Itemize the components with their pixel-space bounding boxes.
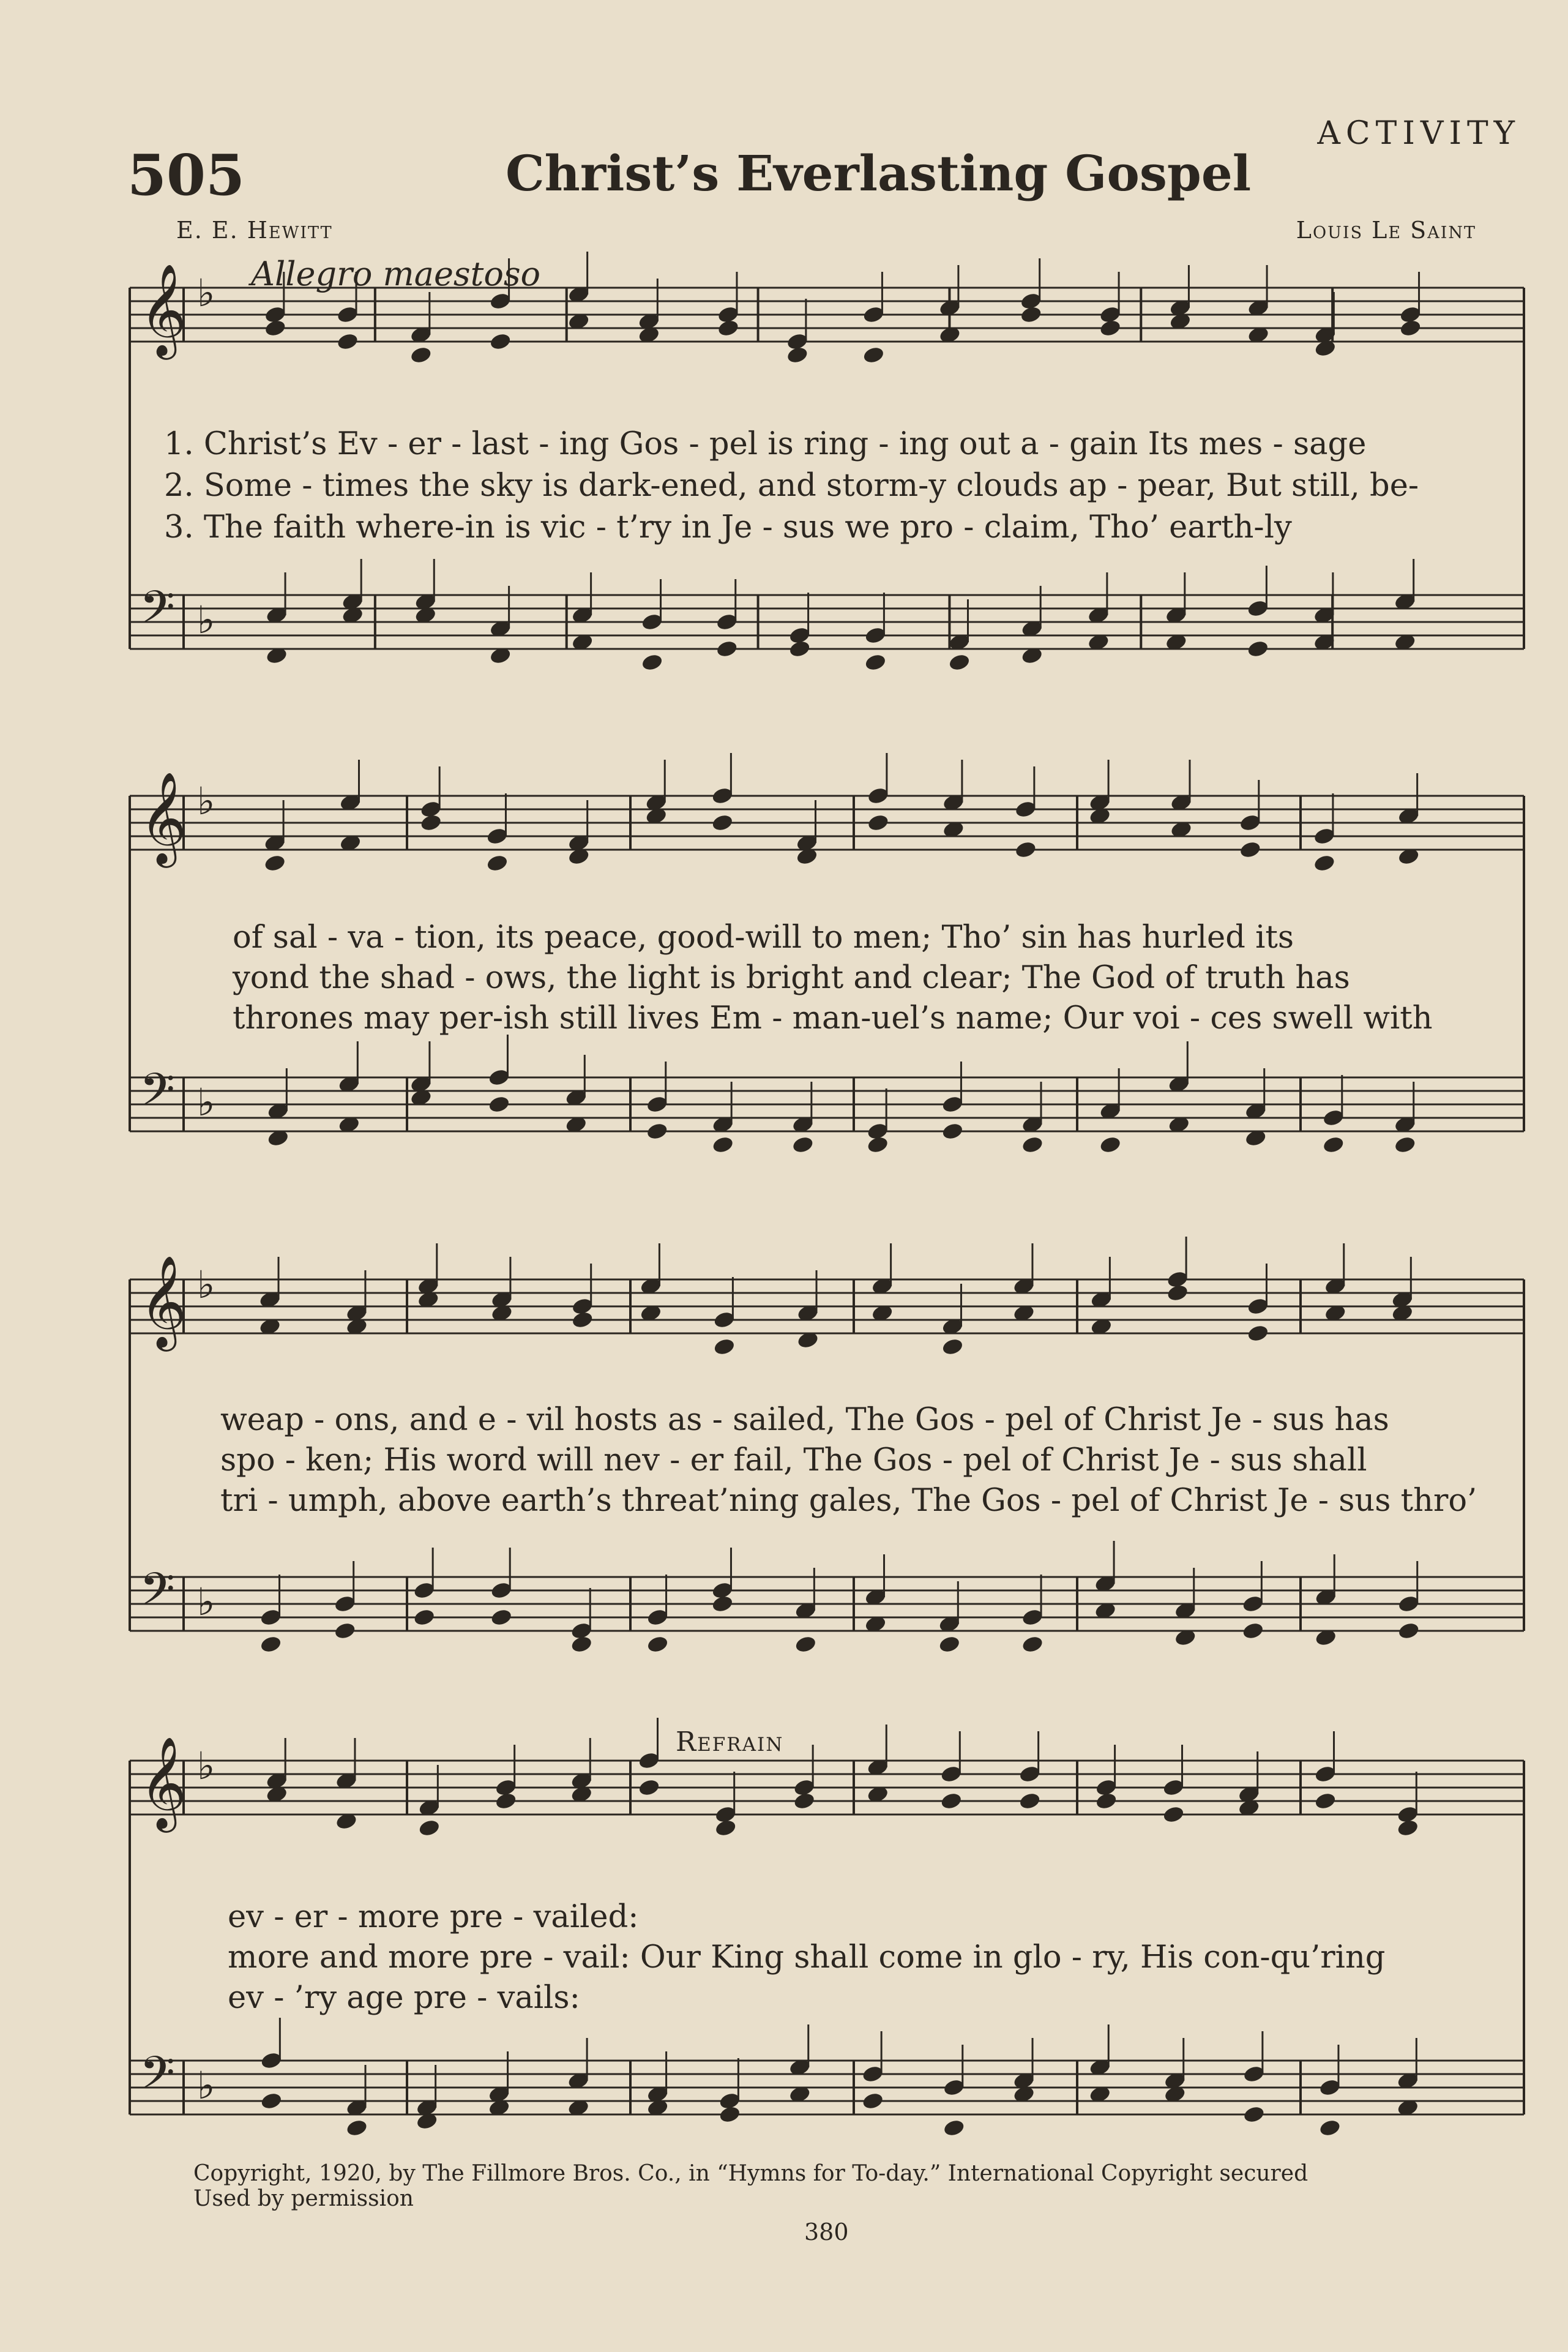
note-head [714, 1818, 737, 1838]
note-head [334, 1621, 357, 1641]
treble-staff [130, 1279, 1524, 1333]
flat-icon: ♭ [197, 2063, 215, 2108]
note-head [413, 1608, 436, 1627]
note-head [711, 813, 734, 833]
note-head [570, 1635, 593, 1654]
note-head [941, 1337, 965, 1357]
note-head [489, 332, 512, 351]
note-head [495, 1791, 518, 1811]
bass-clef-icon: 𝄢 [140, 1063, 175, 1128]
flat-icon: ♭ [197, 597, 215, 642]
note-head [717, 318, 740, 338]
flat-icon: ♭ [197, 1262, 215, 1307]
note-head [1099, 318, 1122, 338]
hymn-title: Christ’s Everlasting Gospel [506, 144, 1252, 202]
flat-icon: ♭ [197, 1743, 215, 1788]
note-head [1318, 2118, 1342, 2138]
lyric-line: more and more pre - vail: Our King shall come in glo - ry, His con-qu’ring [228, 1939, 1386, 1976]
note-head [486, 853, 509, 873]
copyright-text: Copyright, 1920, by The Fillmore Bros. Co., in “Hymns for To-day.” International Copyright secured [193, 2161, 1309, 2186]
bass-clef-icon: 𝄢 [140, 1563, 175, 1627]
flat-icon: ♭ [197, 271, 215, 315]
note-head [713, 1337, 736, 1357]
note-head [941, 1122, 965, 1141]
note-head [264, 318, 287, 338]
note-head [1018, 1791, 1042, 1811]
refrain-label: Refrain [676, 1726, 784, 1758]
note-head [1162, 1805, 1185, 1824]
note-head [488, 1095, 511, 1114]
note-head [1099, 1135, 1122, 1155]
note-head [943, 2118, 966, 2138]
note-head [719, 2105, 742, 2124]
treble-clef-icon: 𝄞 [140, 263, 187, 356]
note-head [1397, 1621, 1421, 1641]
note-head [791, 1135, 815, 1155]
bass-staff [130, 1077, 1524, 1131]
note-head [571, 1310, 594, 1330]
lyric-line: ev - er - more pre - vailed: [228, 1899, 639, 1935]
note-head [646, 1635, 670, 1654]
note-head [1021, 1635, 1044, 1654]
note-head [711, 1594, 734, 1614]
treble-clef-icon: 𝄞 [140, 1736, 187, 1829]
lyric-line: 3. The faith where-in is vic - t’ry in Je - sus we pro - claim, Tho’ earth-ly [164, 509, 1292, 545]
note-head [409, 345, 433, 365]
note-head [1247, 1324, 1270, 1343]
note-head [259, 1635, 283, 1654]
note-head [1021, 1135, 1044, 1155]
note-head [1020, 305, 1043, 324]
note-head [1314, 1791, 1337, 1811]
bass-staff [130, 2061, 1524, 2114]
note-head [1014, 840, 1037, 860]
composer-credit: Louis Le Saint [1296, 217, 1476, 244]
note-head [490, 1608, 513, 1627]
hymn-category: ACTIVITY [1317, 115, 1520, 152]
page-number: 380 [804, 2219, 849, 2245]
note-head [646, 1122, 669, 1141]
lyric-line: ev - ’ry age pre - vails: [228, 1980, 580, 2016]
note-head [260, 2091, 283, 2111]
note-head [1394, 1135, 1417, 1155]
note-head [867, 813, 890, 833]
copyright-notice [193, 2161, 1528, 2212]
note-head [866, 1135, 889, 1155]
bass-staff [130, 595, 1524, 649]
tempo-marking: Allegro maestoso [251, 255, 541, 293]
note-head [263, 853, 286, 873]
note-head [938, 1635, 961, 1654]
lyric-line: weap - ons, and e - vil hosts as - sailed, The Gos - pel of Christ Je - sus has [220, 1402, 1389, 1438]
note-head [794, 1635, 818, 1654]
lyric-line: tri - umph, above earth’s threat’ning gales, The Gos - pel of Christ Je - sus thro’ [220, 1483, 1477, 1519]
bass-clef-icon: 𝄢 [140, 581, 175, 645]
lyric-line: thrones may per-ish still lives Em - man-uel’s name; Our voi - ces swell with [233, 1000, 1433, 1036]
author-credit: E. E. Hewitt [176, 217, 333, 244]
note-head [861, 2091, 884, 2111]
treble-clef-icon: 𝄞 [140, 771, 187, 864]
lyric-line: 2. Some - times the sky is dark-ened, and storm-y clouds ap - pear, But still, be- [164, 468, 1419, 504]
note-head [345, 2118, 368, 2138]
note-head [419, 813, 442, 833]
note-head [1239, 840, 1262, 860]
flat-icon: ♭ [197, 779, 215, 823]
note-head [641, 653, 664, 672]
note-head [862, 345, 886, 365]
note-head [715, 639, 739, 659]
note-head [786, 345, 809, 365]
lyric-line: 1. Christ’s Ev - er - last - ing Gos - pel is ring - ing out a - gain Its mes - sage [164, 426, 1367, 462]
note-head [793, 1791, 816, 1811]
note-head [638, 1778, 661, 1797]
note-head [1242, 1621, 1265, 1641]
note-head [948, 653, 971, 672]
note-head [788, 639, 812, 659]
note-head [418, 1818, 441, 1838]
note-head [1313, 853, 1336, 873]
note-head [1322, 1135, 1345, 1155]
note-head [336, 332, 359, 351]
treble-staff [130, 1761, 1524, 1815]
lyric-line: spo - ken; His word will nev - er fail, The Gos - pel of Christ Je - sus shall [220, 1442, 1367, 1478]
note-head [1396, 1818, 1419, 1838]
hymn-number: 505 [127, 142, 245, 208]
flat-icon: ♭ [197, 1579, 215, 1624]
note-head [711, 1135, 734, 1155]
lyric-line: of sal - va - tion, its peace, good-will to men; Tho’ sin has hurled its [233, 919, 1294, 956]
note-head [1399, 318, 1422, 338]
permission-text: Used by permission [193, 2186, 414, 2212]
flat-icon: ♭ [197, 1080, 215, 1125]
treble-staff [130, 796, 1524, 850]
treble-clef-icon: 𝄞 [140, 1254, 187, 1347]
bass-clef-icon: 𝄢 [140, 2047, 175, 2111]
lyric-line: yond the shad - ows, the light is bright and clear; The God of truth has [233, 960, 1350, 996]
note-head [1247, 639, 1270, 659]
note-head [1095, 1791, 1118, 1811]
note-head [1166, 1283, 1189, 1303]
note-head [1242, 2105, 1266, 2124]
note-head [940, 1791, 963, 1811]
note-head [864, 653, 887, 672]
